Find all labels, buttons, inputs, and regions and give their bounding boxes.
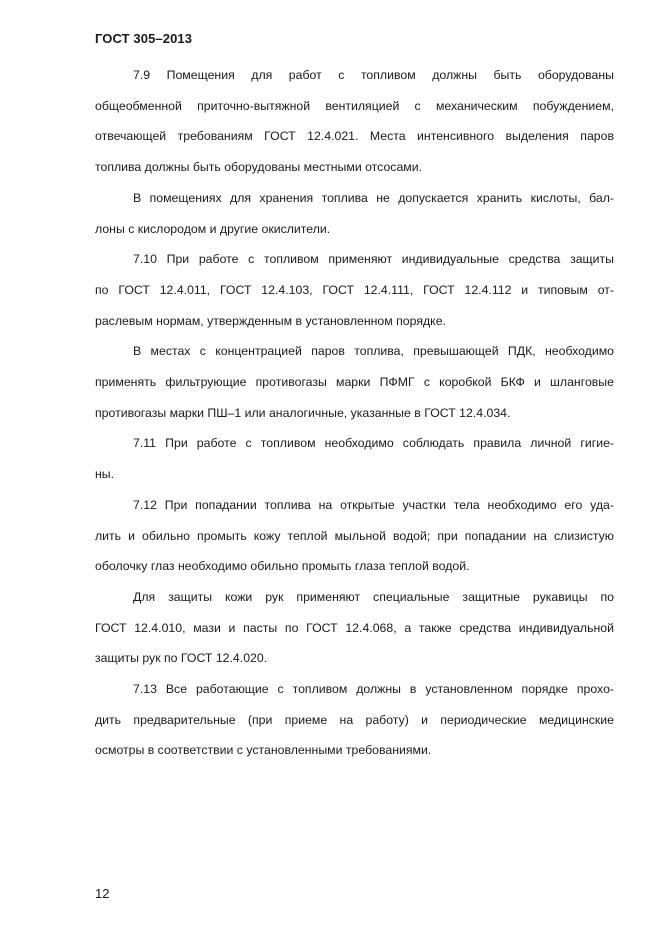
paragraph-7-11: [95, 428, 614, 489]
text-line: оболочку глаз необходимо обильно промыть глаза теплой водой.: [95, 559, 470, 574]
text-line: противогазы марки ПШ–1 или аналогичные, указанные в ГОСТ 12.4.034.: [95, 405, 511, 420]
text-line: защиты рук по ГОСТ 12.4.020.: [95, 651, 268, 666]
document-body: [95, 60, 614, 766]
paragraph-gas-masks: [95, 336, 614, 428]
text-line: В помещениях для хранения топлива не допускается хранить кислоты, бал-: [133, 190, 614, 205]
text-line: лить и обильно промыть кожу теплой мыльной водой; при попадании на слизистую: [95, 528, 614, 543]
text-line: 7.10 При работе с топливом применяют индивидуальные средства защиты: [133, 252, 614, 267]
text-line: В местах с концентрацией паров топлива, превышающей ПДК, необходимо: [133, 344, 614, 359]
text-line: применять фильтрующие противогазы марки ПФМГ с коробкой БКФ и шланговые: [95, 375, 614, 390]
text-line: 7.12 При попадании топлива на открытые участки тела необходимо его уда-: [133, 497, 614, 512]
page-number: 12: [95, 886, 110, 901]
text-line: осмотры в соответствии с установленными требованиями.: [95, 743, 432, 758]
text-line: 7.13 Все работающие с топливом должны в установленном порядке прохо-: [133, 682, 614, 697]
paragraph-7-9: [95, 60, 614, 183]
paragraph-7-12: [95, 490, 614, 582]
text-line: по ГОСТ 12.4.011, ГОСТ 12.4.103, ГОСТ 12.4.111, ГОСТ 12.4.112 и типовым от-: [95, 282, 614, 297]
text-line: лоны с кислородом и другие окислители.: [95, 221, 331, 236]
text-line: 7.9 Помещения для работ с топливом должны быть оборудованы: [133, 68, 614, 82]
text-line: раслевым нормам, утвержденным в установленном порядке.: [95, 313, 446, 328]
text-line: Для защиты кожи рук применяют специальные защитные рукавицы по: [133, 589, 614, 604]
text-line: 7.11 При работе с топливом необходимо соблюдать правила личной гигие-: [133, 436, 614, 451]
text-line: отвечающей требованиям ГОСТ 12.4.021. Места интенсивного выделения паров: [95, 129, 614, 144]
paragraph-skin-protection: [95, 582, 614, 674]
text-line: ны.: [95, 467, 115, 482]
paragraph-7-10: [95, 244, 614, 336]
text-line: общеобменной приточно-вытяжной вентиляцией с механическим побуждением,: [95, 98, 614, 113]
text-line: топлива должны быть оборудованы местными отсосами.: [95, 160, 423, 175]
document-header: ГОСТ 305–2013: [95, 31, 193, 46]
text-line: дить предварительные (при приеме на работу) и периодические медицинские: [95, 712, 614, 727]
paragraph-7-13: [95, 674, 614, 766]
paragraph-storage: [95, 183, 614, 244]
text-line: ГОСТ 12.4.010, мази и пасты по ГОСТ 12.4.068, а также средства индивидуальной: [95, 620, 614, 635]
